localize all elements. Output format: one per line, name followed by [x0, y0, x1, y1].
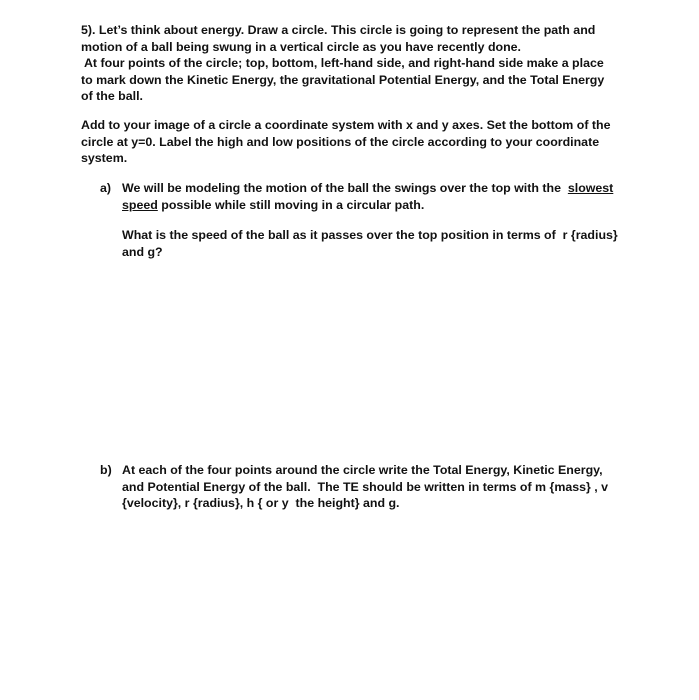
part-a-question: [122, 227, 618, 260]
problem-intro: [81, 22, 626, 105]
slowest-underlined: slowest: [567, 181, 614, 195]
part-b-line: and Potential Energy of the ball. The TE should be written in terms of m {mass} , v: [122, 479, 609, 494]
part-a-line-1: [122, 180, 613, 197]
part-b-line: {velocity}, r {radius}, h { or y the height} and g.: [122, 496, 400, 511]
part-a-line-2: [122, 197, 613, 214]
part-b-line: At each of the four points around the circle write the Total Energy, Kinetic Energy,: [122, 463, 603, 477]
intro-line: to mark down the Kinetic Energy, the gravitational Potential Energy, and the Total Energy: [81, 72, 605, 87]
part-a-marker: a): [100, 181, 112, 195]
intro-line: of the ball.: [81, 89, 143, 104]
intro-line: At four points of the circle; top, bottom, left-hand side, and right-hand side make a place: [81, 56, 604, 71]
intro-line: 5). Let’s think about energy. Draw a circle. This circle is going to represent the path and: [81, 23, 596, 37]
part-a-question-line: and g?: [122, 244, 163, 259]
coord-line: system.: [81, 151, 128, 166]
part-a-question-line: What is the speed of the ball as it passes over the top position in terms of r {radius}: [122, 228, 618, 242]
part-a-line-2-text: possible while still moving in a circular path.: [157, 197, 425, 212]
coordinate-instructions: [81, 117, 626, 167]
coord-line: circle at y=0. Label the high and low positions of the circle according to your coordinate: [81, 134, 600, 149]
intro-line: motion of a ball being swung in a vertical circle as you have recently done.: [81, 39, 521, 54]
speed-underlined: speed: [122, 197, 158, 212]
coord-line: Add to your image of a circle a coordinate system with x and y axes. Set the bottom of the: [81, 118, 611, 132]
part-a-line-1-text: We will be modeling the motion of the ball the swings over the top with the: [122, 181, 568, 195]
part-a-prompt: [122, 180, 613, 213]
part-b-marker: b): [100, 463, 112, 477]
part-b-prompt: [122, 462, 608, 512]
